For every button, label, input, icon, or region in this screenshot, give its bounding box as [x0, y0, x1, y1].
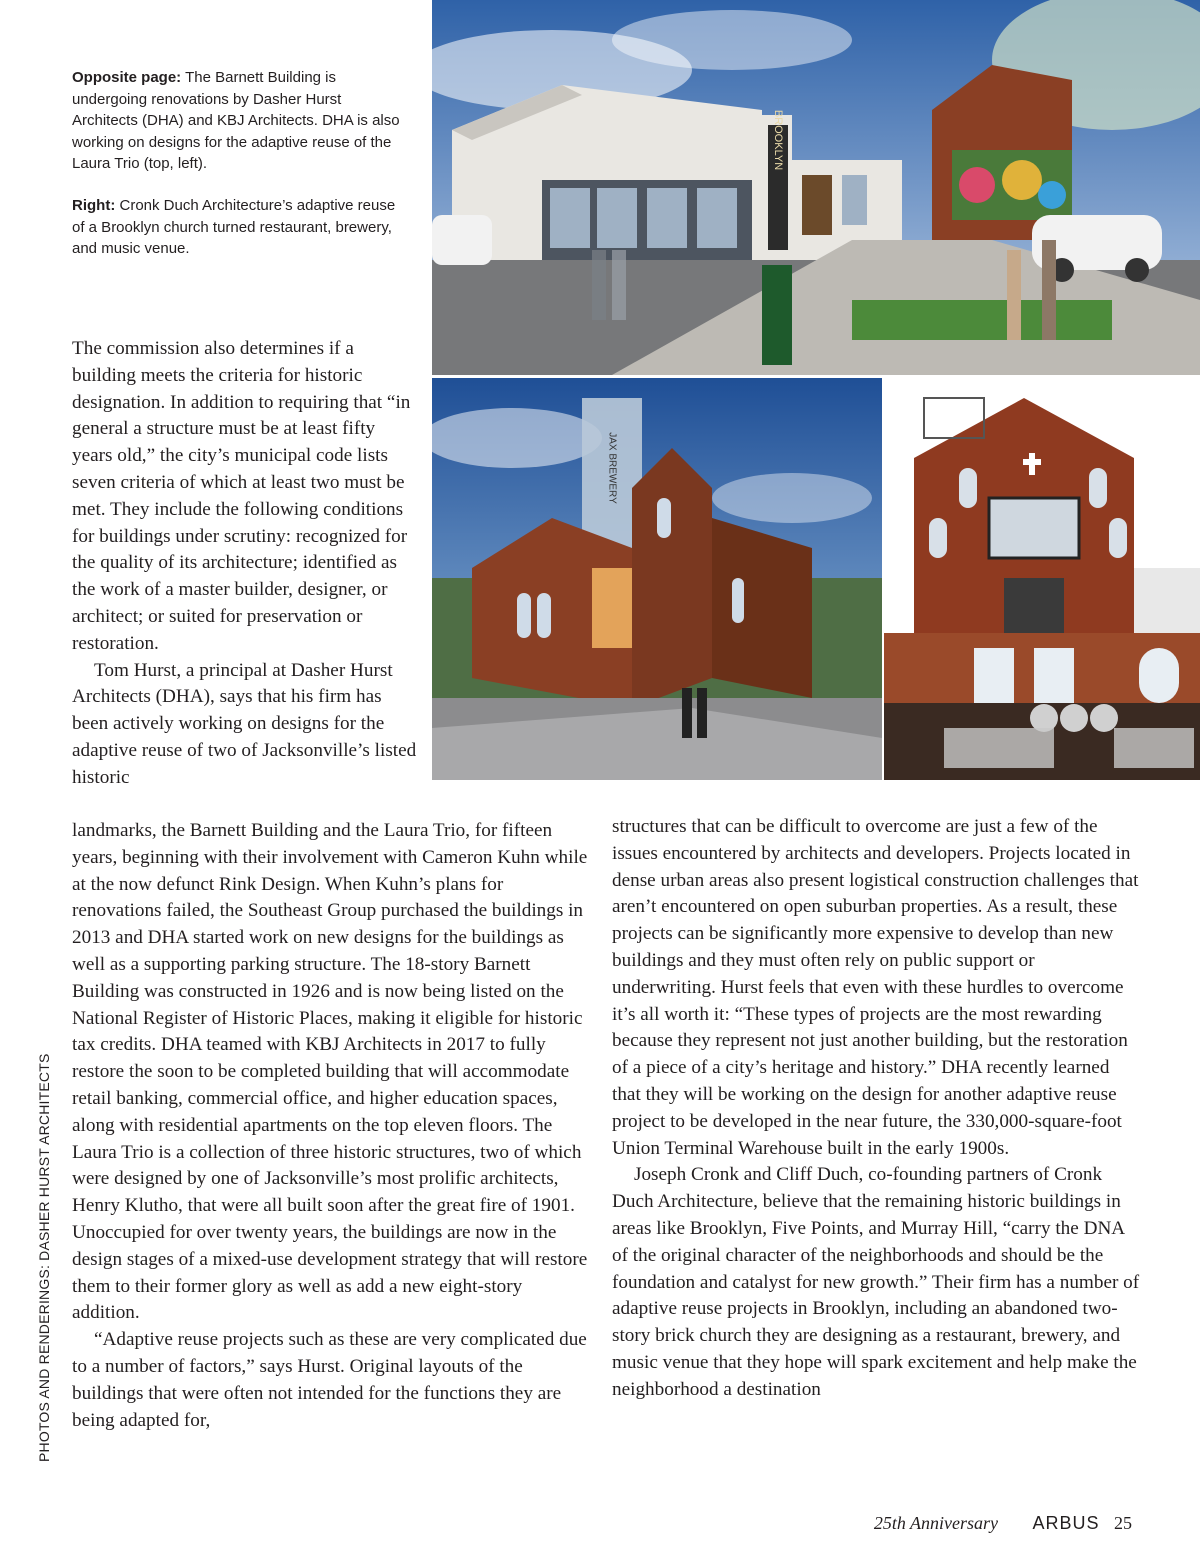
footer-anniversary: 25th Anniversary — [873, 1513, 998, 1533]
column-1-lower — [72, 818, 594, 1434]
paragraph-structures: structures that can be difficult to overcome are just a few of the issues encountered by architects and developers. Projects located in dense urban areas also present logistical construction challenges that aren’t encountered on open suburban properties. As a result, these projects can be significantly more expensive to develop than new buildings and they must often rely on public support or underwriting. Hurst feels that even with these hurdles to overcome it’s all worth it: “These types of projects are the most rewarding because they represent not just another building, but the restoration of a piece of a city’s heritage and history.” DHA recently learned that they will be working on the design for another adaptive reuse project to be developed in the near future, the 330,000-square-foot Union Terminal Warehouse built in the early 1900s. — [612, 816, 1139, 1159]
caption-opposite-text: The Barnett Building is undergoing renovations by Dasher Hurst Architects (DHA) and KBJ Architects. DHA is also working on designs for the adaptive reuse of the Laura Trio (top, left). — [72, 69, 400, 173]
caption-right-text: Cronk Duch Architecture’s adaptive reuse of a Brooklyn church turned restaurant, brewery, and music venue. — [72, 196, 396, 258]
paragraph-hurst-start: Tom Hurst, a principal at Dasher Hurst Architects (DHA), says that his firm has been actively working on designs for the adaptive reuse of two of Jacksonville’s listed historic — [72, 659, 417, 788]
caption-opposite — [72, 67, 402, 175]
brooklyn-sign-text: BROOKLYN — [772, 109, 784, 171]
rendering-laura-trio-brewery — [432, 378, 882, 780]
paragraph-hurst-end: landmarks, the Barnett Building and the Laura Trio, for fifteen years, beginning with their involvement with Cameron Kuhn while at the now defunct Rink Design. When Kuhn’s plans for renovations failed, the Southeast Group purchased the buildings in 2013 and DHA started work on new designs for the buildings as well as a supporting parking structure. The 18-story Barnett Building was constructed in 1926 and is now being listed on the National Register of Historic Places, making it eligible for historic tax credits. DHA teamed with KBJ Architects in 2017 to fully restore the soon to be completed building that will accommodate retail banking, commercial office, and higher education spaces, along with residential apartments on the top eleven floors. The Laura Trio is a collection of three historic structures, two of which were designed by one of Jacksonville’s most prolific architects, Henry Klutho, that were all built soon after the great fire of 1901. Unoccupied for over twenty years, the buildings are now in the design stages of a mixed-use development strategy that will restore them to their former glory as well as add a new eight-story addition. — [72, 820, 588, 1324]
column-2 — [612, 814, 1140, 1404]
paragraph-cronk-duch: Joseph Cronk and Cliff Duch, co-founding partners of Cronk Duch Architecture, believe that the remaining historic buildings in areas like Brooklyn, Five Points, and Murray Hill, “carry the DNA of the original character of the neighborhoods and should be the foundation and catalyst for new growth.” Their firm has a number of adaptive reuse projects in Brooklyn, including an abandoned two-story brick church they are designing as a restaurant, brewery, and music venue that they hope will spark excitement and help make the neighborhood a destination — [612, 1164, 1140, 1400]
page-footer — [874, 1513, 1132, 1534]
photo-credit: PHOTOS AND RENDERINGS: DASHER HURST ARCHITECTS — [36, 1053, 52, 1462]
paragraph-adaptive-reuse-quote: “Adaptive reuse projects such as these are very complicated due to a number of factors,” says Hurst. Original layouts of the buildings that were often not intended for the functions they are being adapted for, — [72, 1329, 587, 1431]
caption-opposite-label: Opposite page: — [72, 69, 182, 86]
rendering-church-facade — [884, 378, 1200, 633]
footer-magazine-name: ARBUS — [1032, 1513, 1100, 1533]
paragraph-commission: The commission also determines if a building meets the criteria for historic designation. In addition to requiring that “in general a structure must be at least fifty years old,” the city’s municipal code lists seven criteria of which at least two must be met. They include the following conditions for buildings under scrutiny: recognized for the quality of its architecture; identified as the work of a master builder, designer, or architect; or suited for preservation or restoration. — [72, 338, 411, 654]
rendering-brooklyn-restaurant — [432, 0, 1200, 375]
footer-page-number: 25 — [1114, 1513, 1132, 1533]
photo-caption — [72, 67, 402, 280]
column-1-upper — [72, 336, 417, 792]
brewery-tower-text: JAX BREWERY — [606, 432, 618, 504]
caption-right — [72, 195, 402, 260]
rendering-church-interior — [884, 633, 1200, 780]
caption-right-label: Right: — [72, 196, 116, 214]
